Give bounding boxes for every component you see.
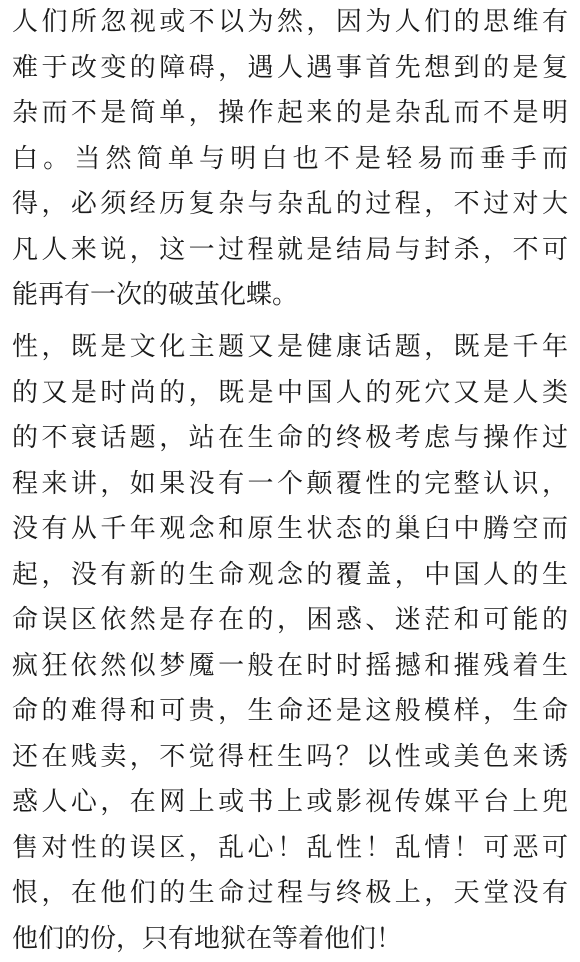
text-line: 的又是时尚的，既是中国人的死穴又是人类 <box>12 371 568 417</box>
paragraph-1 <box>12 0 568 319</box>
text-line: 人们所忽视或不以为然，因为人们的思维有 <box>12 0 568 46</box>
text-line: 性，既是文化主题又是健康话题，既是千年 <box>12 325 568 371</box>
text-line: 程来讲，如果没有一个颠覆性的完整认识， <box>12 462 568 508</box>
text-line: 难于改变的障碍，遇人遇事首先想到的是复 <box>12 46 568 92</box>
text-line: 得，必须经历复杂与杂乱的过程，不过对大 <box>12 182 568 228</box>
text-line: 疯狂依然似梦魇一般在时时摇撼和摧残着生 <box>12 644 568 690</box>
text-line: 他们的份，只有地狱在等着他们！ <box>12 917 568 962</box>
text-line: 售对性的误区，乱心！乱性！乱情！可恶可 <box>12 826 568 872</box>
text-line: 白。当然简单与明白也不是轻易而垂手而 <box>12 137 568 183</box>
text-line: 惑人心，在网上或书上或影视传媒平台上兜 <box>12 780 568 826</box>
text-line: 的不衰话题，站在生命的终极考虑与操作过 <box>12 416 568 462</box>
text-line: 恨，在他们的生命过程与终极上，天堂没有 <box>12 871 568 917</box>
text-line: 起，没有新的生命观念的覆盖，中国人的生 <box>12 553 568 599</box>
text-line: 没有从千年观念和原生状态的巢臼中腾空而 <box>12 507 568 553</box>
text-line: 命误区依然是存在的，困惑、迷茫和可能的 <box>12 598 568 644</box>
paragraph-2 <box>12 325 568 962</box>
text-line: 命的难得和可贵，生命还是这般模样，生命 <box>12 689 568 735</box>
text-line: 能再有一次的破茧化蝶。 <box>12 273 568 319</box>
text-line: 凡人来说，这一过程就是结局与封杀，不可 <box>12 228 568 274</box>
text-line: 杂而不是简单，操作起来的是杂乱而不是明 <box>12 91 568 137</box>
text-line: 还在贱卖，不觉得枉生吗？以性或美色来诱 <box>12 735 568 781</box>
